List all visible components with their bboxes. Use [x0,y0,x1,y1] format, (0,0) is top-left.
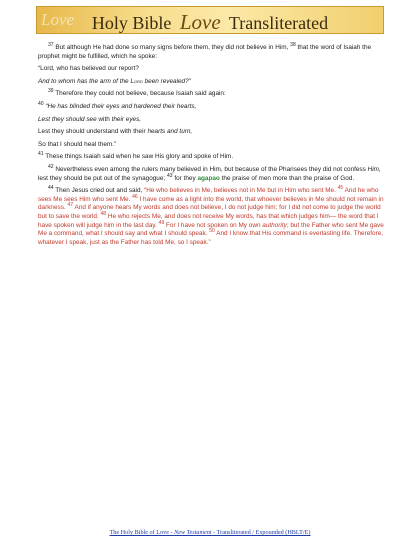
red-letter-text: I have come as a light into the world, that whoever believes in Me should not remain in darkness. [38,195,384,212]
quote-line [38,65,390,74]
title-left: Holy Bible [91,13,172,33]
footer-link[interactable] [0,529,420,536]
verse-text: But although He had done so many signs before them, they did not believe in Him, [55,44,289,51]
verse-number: 41 [38,151,44,158]
verse-text: Nevertheless even among the rulers many believed in Him, but because of the Pharisees they did not confess [55,165,366,173]
red-letter-text: And I know that His command is everlasting life. Therefore, whatever I speak, just as the Father has told Me, so I speak.” [38,230,384,246]
page-title [37,10,383,35]
red-letter-text: He who rejects Me, and does not receive My words, has that which judges him— the word that I have spoken will judge him in the last day. [38,212,379,229]
quote-text: So that I should heal them.” [38,140,117,148]
scripture-text [38,41,390,251]
verse-text: for they [174,174,196,182]
quote-text: Lest they should see [38,115,97,123]
verse-text: the praise of men more than the praise of God. [221,174,355,182]
quote-text: “Lord, who has believed our report? [38,65,139,73]
verse-number: 43 [166,172,173,179]
red-letter-text: but the Father who sent Me gave Me a command, what I should say and what I should speak. [38,221,384,238]
verse-number: 40 [38,100,44,107]
verse-text: Him, [367,165,381,173]
paragraph-37-38 [38,41,390,61]
quote-line [38,128,390,137]
verse-text: Therefore they could not believe, because Isaiah said again: [55,90,226,98]
verse-number: 48 [100,210,107,217]
paragraph-39 [38,90,390,99]
footer-text: The Holy Bible of Love - [109,529,173,536]
quote-text: their eyes, [111,115,142,123]
quote-text: been revealed?” [144,77,191,85]
quote-text: hearts and turn, [147,128,193,136]
verse-number: 49 [158,219,165,226]
paragraph-44-50 [38,187,390,247]
header-banner [36,6,384,34]
footer-text-italic: New Testament [174,529,212,536]
paragraph-42-43 [38,163,390,183]
verse-number: 42 [48,163,54,170]
verse-number: 47 [67,202,74,209]
red-letter-text: “He who believes in Me, believes not in Me but in Him who sent Me. [144,187,336,195]
quote-line [38,100,390,112]
verse-number: 38 [290,41,296,48]
verse-number: 46 [132,193,138,200]
title-right: Transliterated [228,13,329,33]
quote-line [38,116,390,125]
red-letter-text: authority; [262,221,289,229]
title-script: Love [179,10,221,34]
verse-number: 44 [48,185,54,191]
verse-text: lest they should be put out of the synagogue; [38,174,166,182]
banner-watermark: Love [41,10,75,29]
agapao-link[interactable]: agapao [197,174,220,182]
footer-text: - Transliterated / Expounded (HBLT/E) [213,529,311,536]
lord-smallcaps: Lord [130,77,143,85]
verse-number: 50 [209,227,215,234]
quote-text: with [98,115,110,123]
verse-text: that the word of Isaiah the prophet might be fulfilled, which he spoke: [38,44,372,60]
verse-number: 37 [48,41,54,48]
verse-number: 45 [337,185,344,191]
red-letter-text: For I have not spoken on My own [166,221,261,229]
verse-text: These things Isaiah said when he saw His glory and spoke of Him. [45,153,234,161]
verse-text: Then Jesus cried out and said, [55,187,143,195]
quote-text: And to whom has the arm of the [38,77,129,85]
red-letter-text: And if anyone hears My words and does not believe, I do not judge him; for I did not come to judge the world but to save the world. [38,204,381,220]
quote-line [38,78,390,87]
quote-text: Lest they should understand with their [38,128,146,136]
paragraph-41 [38,153,390,162]
quote-text: “He has blinded their eyes and hardened their hearts, [45,102,197,110]
quote-line [38,141,390,150]
verse-number: 39 [48,88,54,95]
red-letter-text: And he who sees Me sees Him who sent Me. [38,187,379,203]
